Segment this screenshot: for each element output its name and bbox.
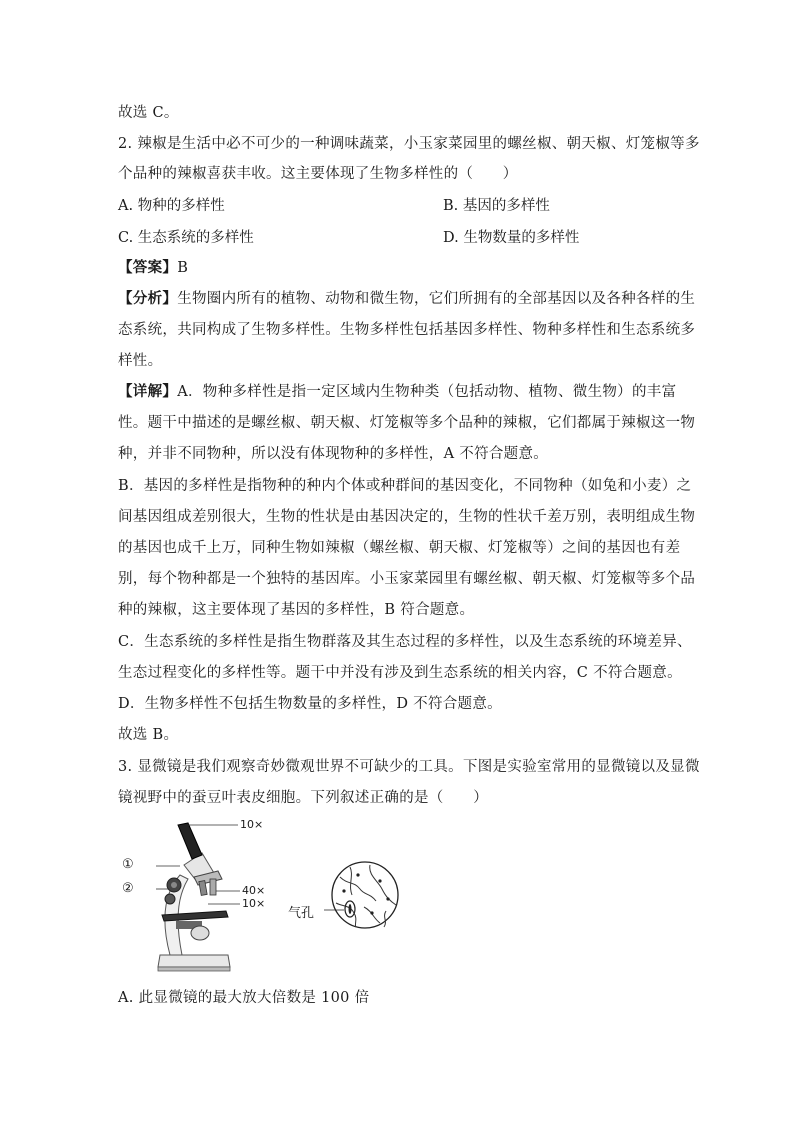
q2-answer [118, 258, 678, 278]
q3-figure [118, 815, 418, 980]
q2-detail-line: 生态过程变化的多样性等。题干中并没有涉及到生态系统的相关内容，C 不符合题意。 [118, 665, 682, 681]
q2-analysis-line-3: 样性。 [118, 353, 163, 369]
stoma-label: 气孔 [288, 906, 315, 921]
q2-detail-line: C．生态系统的多样性是指生物群落及其生态过程的多样性，以及生态系统的环境差异、 [118, 634, 692, 650]
q2-option-b: B. 基因的多样性 [443, 198, 550, 214]
marker-1: ① [122, 857, 134, 872]
microscope-illustration [118, 815, 418, 980]
q2-analysis-line-2: 态系统，共同构成了生物多样性。生物多样性包括基因多样性、物种多样性和生态系统多 [118, 322, 696, 338]
q2-option-a: A. 物种的多样性 [118, 198, 225, 214]
q2-detail-line: 种的辣椒，这主要体现了基因的多样性，B 符合题意。 [118, 602, 475, 618]
q2-detail-line: 间基因组成差别很大，生物的性状是由基因决定的，生物的性状千差万别，表明组成生物 [118, 509, 696, 525]
q2-stem-line-1: 2. 辣椒是生活中必不可少的一种调味蔬菜，小玉家菜园里的螺丝椒、朝天椒、灯笼椒等多 [118, 136, 700, 152]
objective-high-label: 40× [242, 884, 266, 897]
analysis-text: 生物圈内所有的植物、动物和微生物，它们所拥有的全部基因以及各种各样的生 [177, 291, 696, 307]
detail-text: A．物种多样性是指一定区域内生物种类（包括动物、植物、微生物）的丰富 [177, 384, 677, 400]
q2-detail-line: 种，并非不同物种，所以没有体现物种的多样性，A 不符合题意。 [118, 446, 549, 462]
q2-option-c: C. 生态系统的多样性 [118, 230, 254, 246]
q2-option-d: D. 生物数量的多样性 [443, 230, 580, 246]
q2-detail-line: 别，每个物种都是一个独特的基因库。小玉家菜园里有螺丝椒、朝天椒、灯笼椒等多个品 [118, 571, 696, 587]
q3-stem-line-2: 镜视野中的蚕豆叶表皮细胞。下列叙述正确的是（ ） [118, 790, 488, 806]
detail-tag: 【详解】 [118, 383, 178, 400]
q2-detail-line: D．生物多样性不包括生物数量的多样性，D 不符合题意。 [118, 696, 502, 712]
analysis-tag: 【分析】 [118, 290, 178, 307]
field-of-view [324, 862, 398, 928]
prev-answer: 故选 C。 [118, 105, 179, 121]
q2-detail-line: B．基因的多样性是指物种的种内个体或种群间的基因变化，不同物种（如兔和小麦）之 [118, 478, 692, 494]
q2-analysis-line-1 [118, 289, 696, 309]
q2-detail-line: 的基因也成千上万，同种生物如辣椒（螺丝椒、朝天椒、灯笼椒等）之间的基因也有差 [118, 540, 681, 556]
eyepiece-label: 10× [240, 818, 264, 831]
answer-value: B [177, 260, 189, 276]
answer-tag: 【答案】 [118, 259, 178, 276]
q2-conclusion: 故选 B。 [118, 727, 179, 743]
q2-stem-line-2: 个品种的辣椒喜获丰收。这主要体现了生物多样性的（ ） [118, 166, 518, 182]
q2-detail-line: 性。题干中描述的是螺丝椒、朝天椒、灯笼椒等多个品种的辣椒，它们都属于辣椒这一物 [118, 415, 696, 431]
q3-option-a: A. 此显微镜的最大放大倍数是 100 倍 [118, 990, 370, 1006]
q3-stem-line-1: 3. 显微镜是我们观察奇妙微观世界不可缺少的工具。下图是实验室常用的显微镜以及显微 [118, 759, 700, 775]
q2-detail-line-1 [118, 382, 678, 402]
marker-2: ② [122, 881, 134, 896]
objective-low-label: 10× [242, 897, 266, 910]
